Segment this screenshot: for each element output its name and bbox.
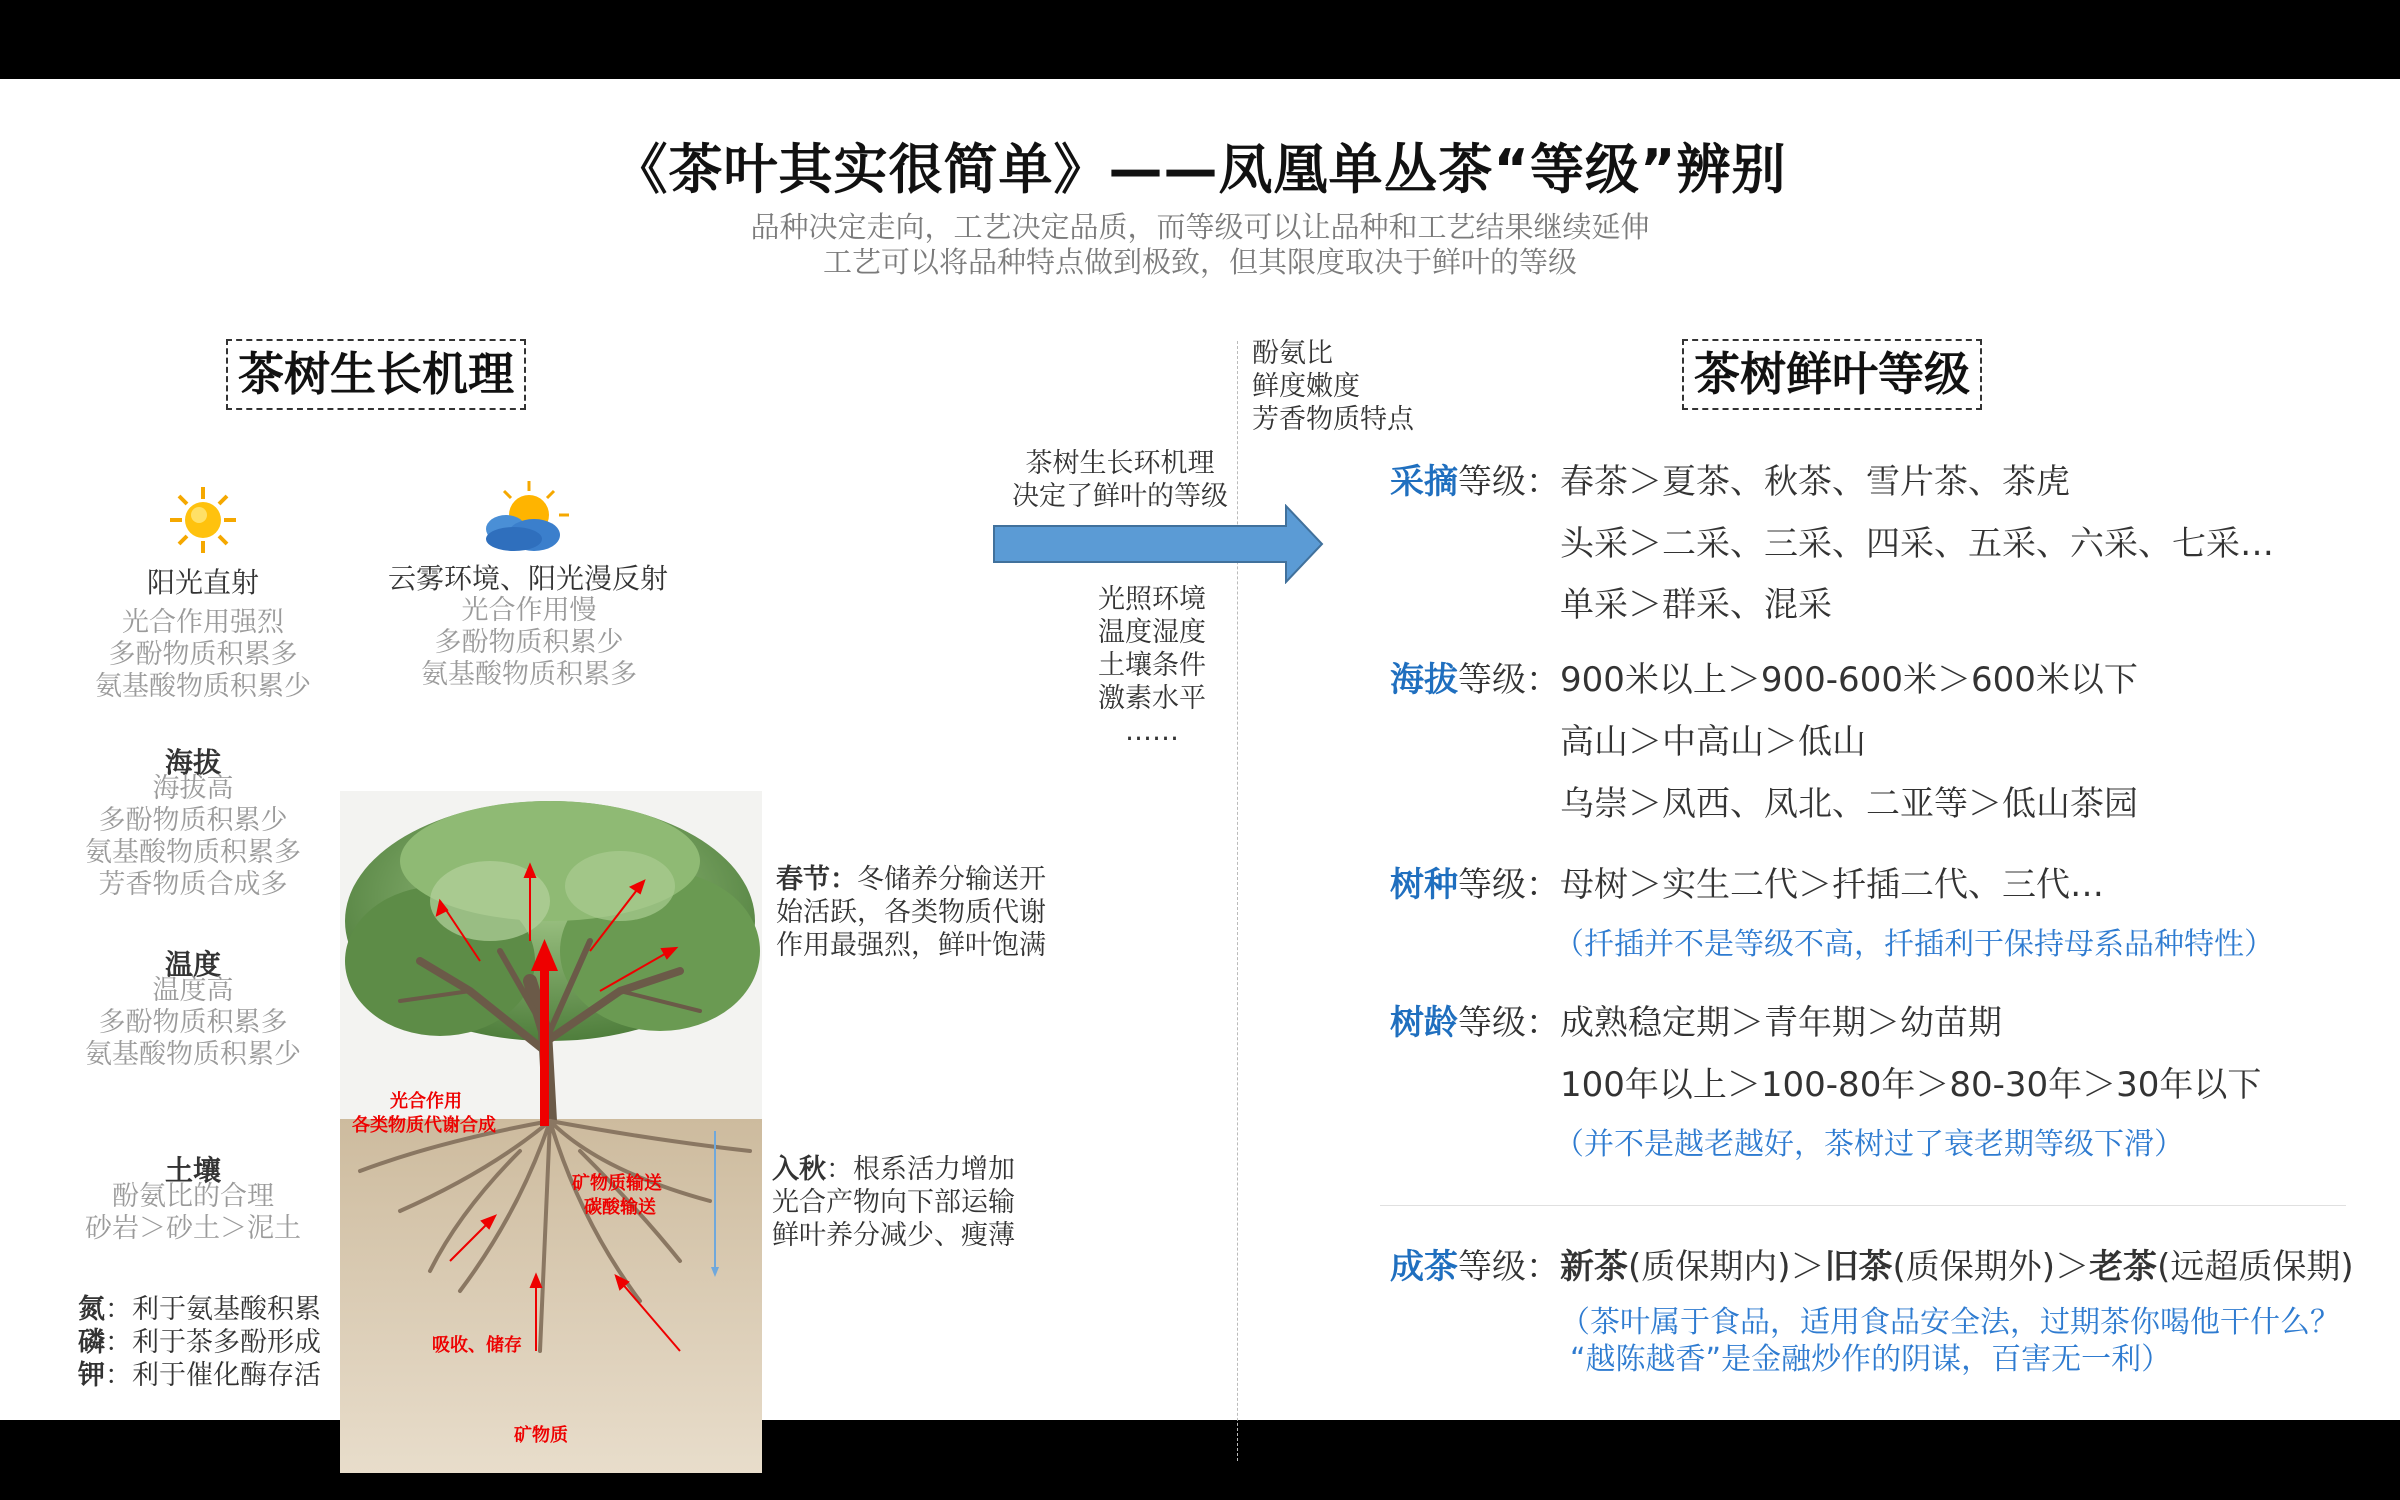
minerals-label: 矿物质 <box>514 1425 568 1446</box>
grade-suffix: 等级： <box>1458 462 1560 502</box>
autumn-line: 光合产物向下部运输 <box>772 1187 1015 1218</box>
spring-head: 春节： <box>776 864 857 895</box>
sun-label: 阳光直射 <box>146 566 259 599</box>
autumn-line: 鲜叶养分减少、瘦薄 <box>772 1220 1015 1251</box>
grade-age-note: （并不是越老越好，茶树过了衰老期等级下滑） <box>1554 1127 2184 1162</box>
environment-factors <box>1052 583 1252 748</box>
sun-effect-line: 氨基酸物质积累少 <box>95 671 311 702</box>
finished-item-old: 旧茶 <box>1824 1247 1893 1287</box>
finished-item-aged: 老茶 <box>2089 1247 2158 1287</box>
right-section-heading: 茶树鲜叶等级 <box>1682 339 1982 410</box>
temperature-effect-line: 氨基酸物质积累少 <box>85 1039 301 1070</box>
nutrient-list <box>78 1293 321 1392</box>
top-factor: 鲜度嫩度 <box>1252 371 1360 402</box>
grade-age-value: 成熟稳定期＞青年期＞幼苗期 <box>1560 1003 2002 1043</box>
page-title: 《茶叶其实很简单》——凤凰单丛茶“等级”辨别 <box>613 138 1787 201</box>
subtitle-line-1: 品种决定走向，工艺决定品质，而等级可以让品种和工艺结果继续延伸 <box>750 210 1650 244</box>
grade-suffix: 等级： <box>1458 1003 1560 1043</box>
absorb-label: 吸收、储存 <box>432 1335 522 1356</box>
grade-finished-key: 成茶 <box>1390 1247 1458 1287</box>
grade-age-value-2: 100年以上＞100-80年＞80-30年＞30年以下 <box>1560 1065 2262 1105</box>
grade-altitude-key: 海拔 <box>1390 660 1458 700</box>
metabolism-label: 各类物质代谢合成 <box>352 1115 496 1136</box>
temperature-effects <box>50 975 336 1071</box>
spring-line: 作用最强烈，鲜叶饱满 <box>776 930 1046 961</box>
grade-variety-note: （扦插并不是等级不高，扦插利于保持母系品种特性） <box>1554 927 2274 962</box>
altitude-effect-line: 芳香物质合成多 <box>98 869 288 900</box>
grade-variety-key: 树种 <box>1390 865 1458 905</box>
top-factor: 酚氨比 <box>1252 338 1333 369</box>
grade-picking-value-3: 单采＞群采、混采 <box>1560 585 1832 625</box>
grade-picking-value: 春茶＞夏茶、秋茶、雪片茶、茶虎 <box>1560 462 2070 502</box>
sun-effects <box>60 607 346 703</box>
grade-suffix: 等级： <box>1458 1247 1560 1287</box>
altitude-effects <box>50 773 336 901</box>
grade-altitude-value-2: 高山＞中高山＞低山 <box>1560 722 1866 762</box>
mineral-transport-label: 矿物质输送 <box>572 1173 662 1194</box>
sun-icon <box>168 485 238 559</box>
altitude-effect-line: 多酚物质积累少 <box>98 805 288 836</box>
grade-picking-row <box>1390 454 2070 503</box>
grade-finished-note-1: （茶叶属于食品，适用食品安全法，过期茶你喝他干什么？ <box>1560 1305 2340 1340</box>
cloud-effects <box>386 595 672 691</box>
cloud-label: 云雾环境、阳光漫反射 <box>387 562 668 595</box>
altitude-effect-line: 海拔高 <box>152 773 234 804</box>
grade-finished-note-2: “越陈越香”是金融炒作的阴谋，百害无一利） <box>1570 1342 2172 1377</box>
autumn-head: 入秋 <box>772 1154 826 1185</box>
left-section-heading: 茶树生长机理 <box>226 339 526 410</box>
arrow-caption-line: 决定了鲜叶的等级 <box>1012 481 1228 512</box>
grade-picking-value-2: 头采＞二采、三采、四采、五采、六采、七采… <box>1560 524 2274 564</box>
grade-variety-row <box>1390 857 2104 906</box>
spring-note <box>776 863 1046 962</box>
env-factor: 激素水平 <box>1098 683 1206 714</box>
grade-age-key: 树龄 <box>1390 1003 1458 1043</box>
env-factor: 土壤条件 <box>1098 650 1206 681</box>
arrow-caption-line: 茶树生长环机理 <box>1025 448 1215 479</box>
grade-altitude-row <box>1390 652 2138 701</box>
finished-item-new: 新茶 <box>1560 1247 1628 1287</box>
grade-picking-key: 采摘 <box>1390 462 1458 502</box>
photosynthesis-label: 光合作用 <box>390 1091 462 1112</box>
cloud-effect-line: 多酚物质积累少 <box>434 627 624 658</box>
cloud-sun-icon <box>474 479 574 563</box>
grade-altitude-value: 900米以上＞900-600米＞600米以下 <box>1560 660 2138 700</box>
env-factor: 温度湿度 <box>1098 617 1206 648</box>
soil-effect-line: 砂岩＞砂土＞泥土 <box>85 1213 301 1244</box>
carbonic-transport-label: 碳酸输送 <box>584 1197 656 1218</box>
temperature-effect-line: 温度高 <box>152 975 234 1006</box>
grade-finished-row: 成茶等级：新茶(质保期内)＞旧茶(质保期外)＞老茶(远超质保期) <box>1390 1247 2354 1287</box>
slide <box>0 79 2400 1446</box>
autumn-note <box>772 1153 1015 1252</box>
sun-effect-line: 光合作用强烈 <box>122 607 284 638</box>
temperature-label: 温度 <box>164 948 221 981</box>
temperature-effect-line: 多酚物质积累多 <box>98 1007 288 1038</box>
nutrient-item: 钾：利于催化酶存活 <box>78 1360 321 1391</box>
nutrient-item: 氮：利于氨基酸积累 <box>78 1294 321 1325</box>
env-factor: …… <box>1125 716 1179 747</box>
soil-label: 土壤 <box>164 1154 221 1187</box>
grade-variety-value: 母树＞实生二代＞扦插二代、三代… <box>1560 865 2104 905</box>
spring-line: 始活跃，各类物质代谢 <box>776 897 1046 928</box>
soil-effect-line: 酚氨比的合理 <box>112 1181 274 1212</box>
subtitle-line-2: 工艺可以将品种特点做到极致，但其限度取决于鲜叶的等级 <box>822 245 1577 279</box>
cloud-effect-line: 光合作用慢 <box>461 595 597 626</box>
grade-suffix: 等级： <box>1458 660 1560 700</box>
grade-separator <box>1380 1205 2346 1206</box>
spring-line: 冬储养分输送开 <box>857 864 1046 895</box>
top-factors <box>1252 337 1414 436</box>
grade-suffix: 等级： <box>1458 865 1560 905</box>
altitude-effect-line: 氨基酸物质积累多 <box>85 837 301 868</box>
right-arrow-icon <box>992 504 1326 588</box>
autumn-line: ：根系活力增加 <box>826 1154 1015 1185</box>
nutrient-item: 磷：利于茶多酚形成 <box>78 1327 321 1358</box>
soil-effects <box>50 1181 336 1245</box>
altitude-label: 海拔 <box>164 746 221 779</box>
top-factor: 芳香物质特点 <box>1252 404 1414 435</box>
env-factor: 光照环境 <box>1098 584 1206 615</box>
cloud-effect-line: 氨基酸物质积累多 <box>421 659 637 690</box>
grade-altitude-value-3: 乌崇＞凤西、凤北、二亚等＞低山茶园 <box>1560 784 2138 824</box>
grade-age-row <box>1390 995 2002 1044</box>
tea-tree-illustration <box>340 791 762 1473</box>
sun-effect-line: 多酚物质积累多 <box>108 639 298 670</box>
